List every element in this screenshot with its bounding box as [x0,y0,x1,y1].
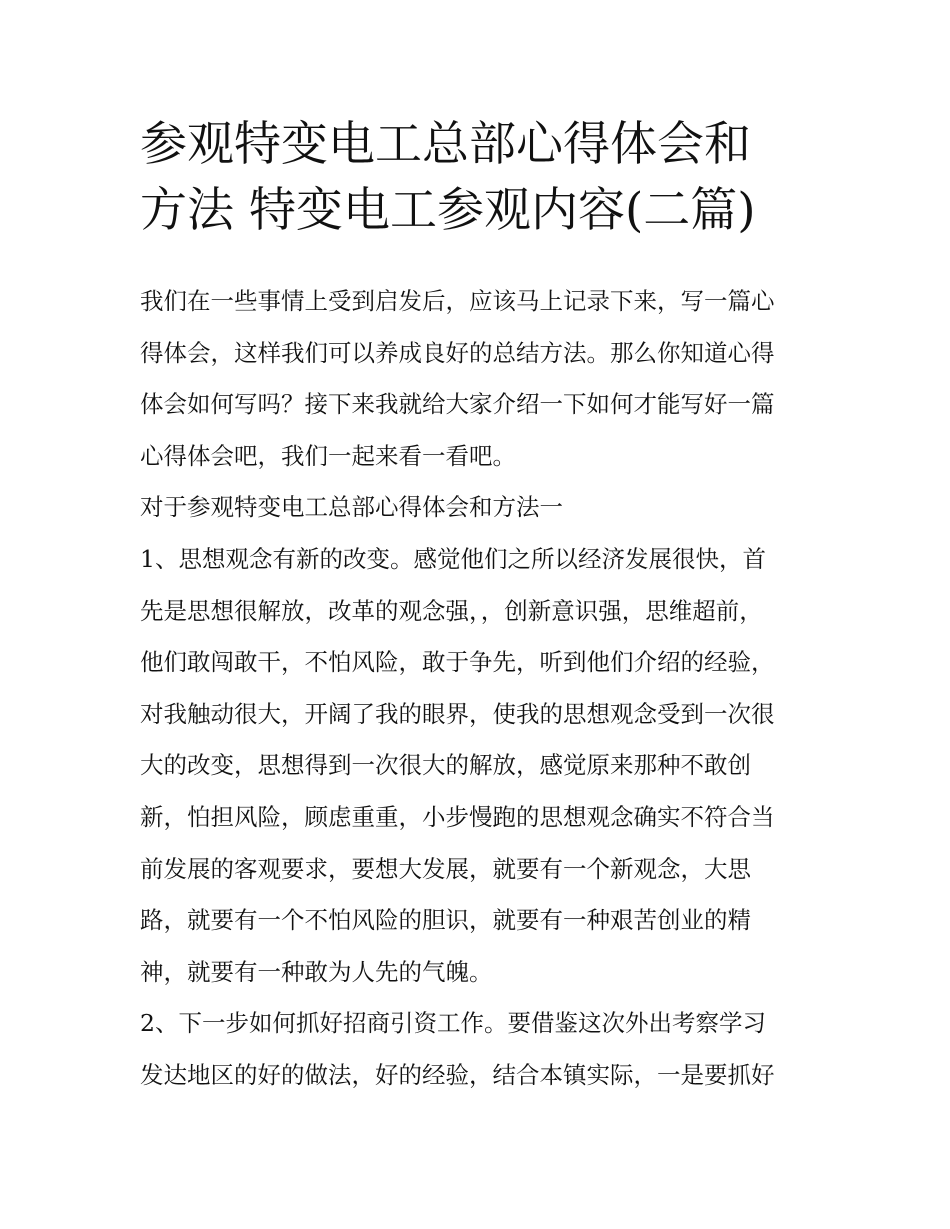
document-body [140,276,820,1102]
body-line: 对我触动很大，开阔了我的眼界，使我的思想观念受到一次很 [140,699,775,728]
body-line: 发达地区的好的做法，好的经验，结合本镇实际，一是要抓好 [140,1060,775,1089]
body-line: 1、思想观念有新的改变。感觉他们之所以经济发展很快，首 [140,544,766,573]
document-title [140,112,820,244]
body-line: 我们在一些事情上受到启发后，应该马上记录下来，写一篇心 [140,287,775,315]
body-line: 体会如何写吗？接下来我就给大家介绍一下如何才能写好一篇 [140,390,775,419]
body-line: 前发展的客观要求，要想大发展，就要有一个新观念，大思 [140,854,751,883]
body-line: 得体会，这样我们可以养成良好的总结方法。那么你知道心得 [140,338,775,367]
body-line: 他们敢闯敢干，不怕风险，敢于争先，听到他们介绍的经验， [140,648,775,677]
body-line: 神，就要有一种敢为人先的气魄。 [140,957,493,986]
body-line: 先是思想很解放，改革的观念强，，创新意识强，思维超前， [140,596,763,625]
title-line-2: 方法 特变电工参观内容(二篇) [140,183,756,238]
body-line: 2、下一步如何抓好招商引资工作。要借鉴这次外出考察学习 [140,1009,766,1038]
body-line: 路，就要有一个不怕风险的胆识，就要有一种艰苦创业的精 [140,906,751,935]
section-heading: 对于参观特变电工总部心得体会和方法一 [140,493,563,522]
body-line: 心得体会吧，我们一起来看一看吧。 [140,441,516,470]
body-line: 新，怕担风险，顾虑重重，小步慢跑的思想观念确实不符合当 [140,802,775,831]
body-line: 大的改变，思想得到一次很大的解放，感觉原来那种不敢创 [140,751,751,780]
title-line-1: 参观特变电工总部心得体会和 [140,117,751,172]
